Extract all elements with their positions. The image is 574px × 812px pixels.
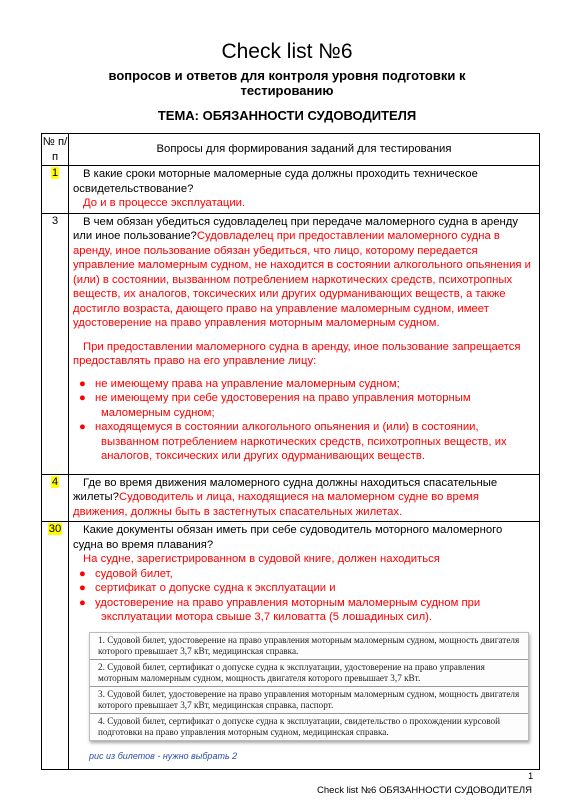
- ticket-option: 4. Судовой билет, сертификат о допуске судна к эксплуатации, свидетельство о прохождении курсовой подготовки на право управления моторным судном, медицинская справка.: [98, 715, 501, 737]
- answer-text: Судоводитель и лица, находящиеся на маломерном судне во время движения, должны быть в застегнутых спасательных жилетах.: [73, 491, 479, 518]
- ticket-option: 3. Судовой билет, удостоверение на право управления моторным маломерным судном, мощность двигателя которого превышает 3,7 кВт, медицинская справка, паспорт.: [90, 687, 528, 714]
- question-text: В какие сроки моторные маломерные суда должны проходить техническое освидетельствование?: [73, 168, 478, 195]
- page-footer: Check list №6 ОБЯЗАННОСТИ СУДОВОДИТЕЛЯ: [317, 785, 532, 796]
- image-caption: рис из билетов - нужно выбрать 2: [89, 750, 238, 761]
- row-number: 4: [51, 475, 59, 488]
- row-number: 1: [51, 167, 59, 179]
- answer-text: До и в процессе эксплуатации.: [83, 197, 246, 209]
- ticket-option: 2. Судовой билет, сертификат о допуске судна к эксплуатации, удостоверение на право управления моторным маломерным судном, мощность двигателя которого превышает 3,7 кВт.: [90, 660, 528, 687]
- column-header-number: № п/п: [42, 134, 69, 166]
- table-row: [42, 474, 540, 522]
- list-item: ● не имеющему права на управление маломерным судном;: [79, 377, 400, 390]
- table-header-row: [42, 134, 540, 166]
- list-item: ● удостоверение на право управления моторным маломерным судном при эксплуатации мотора свыше 3,7 киловатта (5 лошадиных сил).: [79, 596, 481, 623]
- page-title: Check list №6: [221, 40, 353, 63]
- topic-heading: ТЕМА: ОБЯЗАННОСТИ СУДОВОДИТЕЛЯ: [157, 108, 417, 123]
- table-row: [42, 213, 540, 474]
- answer-paragraph: При предоставлении маломерного судна в аренду, иное пользование запрещается предоставлять право на его управление лицу:: [73, 340, 521, 367]
- questions-table: [41, 133, 540, 770]
- answer-text: Судовладелец при предоставлении маломерного судна в аренду, иное пользование обязан убедиться, что лицо, которому передается управление маломерным судном, не находится в состоянии алкогольного опьянения и (или) в состоянии, вызванном потреблением наркотических средств, психотропных веществ, их аналогов, токсических или других одурманивающих веществ, а также достигло возраста, дающего право на управление маломерным судном, имеет удостоверение на право управления моторным маломерным судном.: [73, 230, 531, 329]
- question-text: Где во время движения маломерного судна должны находиться спасательные жилеты?: [73, 476, 498, 503]
- table-row: [42, 522, 540, 770]
- question-text: В чем обязан убедиться судовладелец при передаче маломерного судна в аренду или иное пользование?: [73, 215, 518, 242]
- column-header-questions: Вопросы для формирования заданий для тестирования: [69, 134, 540, 166]
- question-text: Какие документы обязан иметь при себе судоводитель моторного маломерного судна во время плавания?: [73, 524, 503, 551]
- row-number: 3: [51, 214, 59, 227]
- table-row: [42, 166, 540, 214]
- ticket-options-image: [89, 632, 529, 741]
- page-subtitle: вопросов и ответов для контроля уровня подготовки к тестированию: [108, 68, 466, 98]
- page-number: 1: [528, 771, 534, 782]
- row-number: 30: [48, 523, 62, 535]
- answer-text: На судне, зарегистрированном в судовой книге, должен находиться: [83, 553, 440, 565]
- list-item: ● находящемуся в состоянии алкогольного опьянения и (или) в состоянии, вызванном потреблением наркотических средств, психотропных веществ, их аналогов, токсических или других одурманивающих веществ.: [79, 421, 507, 462]
- list-item: ● судовой билет,: [79, 567, 173, 580]
- ticket-option: 1. Судовой билет, удостоверение на право управления моторным маломерным судном, мощность двигателя которого превышает 3,7 кВт, медицинская справка.: [90, 633, 528, 660]
- list-item: ● сертификат о допуске судна к эксплуатации и: [79, 582, 336, 594]
- list-item: ● не имеющему при себе удостоверения на право управления моторным маломерным судном;: [79, 392, 471, 419]
